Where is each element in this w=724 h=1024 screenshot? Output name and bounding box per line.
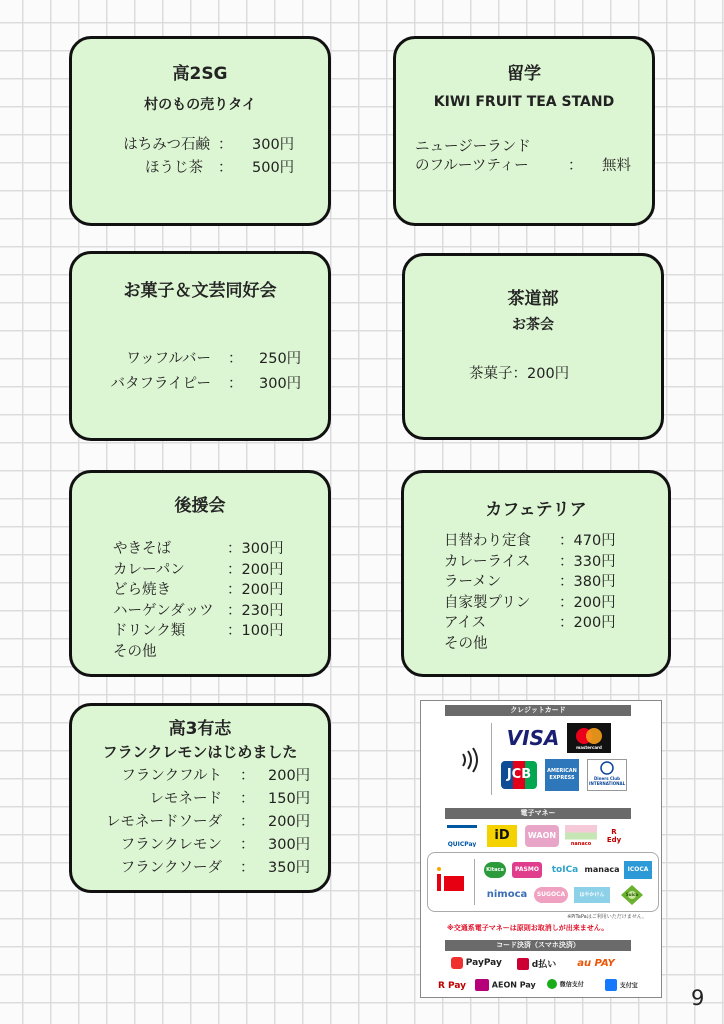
- item-price: 500円: [252, 160, 295, 176]
- card-k3: [69, 703, 331, 893]
- item-price: 無料: [602, 158, 631, 174]
- page-number: 9: [691, 986, 705, 1010]
- item-price: ：300円: [227, 541, 284, 557]
- sugoca-logo: SUGOCA: [534, 887, 568, 903]
- menu-row: [404, 613, 668, 634]
- wechatpay-logo: [547, 979, 601, 993]
- item-name: どら焼き: [113, 582, 171, 598]
- payment-methods: [420, 700, 662, 998]
- menu-row: [72, 158, 328, 179]
- item-name: フランクフルト: [121, 768, 222, 784]
- code-payment-heading: コード決済（スマホ決済）: [445, 940, 631, 951]
- card-sado: [402, 253, 664, 440]
- edy-logo: R Edy: [606, 828, 622, 844]
- card-title: 高3有志: [168, 719, 232, 739]
- suica-logo: [620, 884, 644, 906]
- paypay-label: PayPay: [465, 958, 502, 968]
- menu-row: [396, 156, 652, 177]
- item-name: レモネードソーダ: [106, 814, 222, 830]
- item-name: その他: [113, 643, 157, 660]
- item-sep: ：: [228, 376, 243, 392]
- menu-row: [72, 858, 328, 879]
- card-title: カフェテリア: [485, 500, 587, 520]
- menu-row: [72, 135, 328, 156]
- item-name: のフルーツティー: [415, 158, 529, 174]
- item-line: ニュージーランド: [415, 139, 531, 155]
- credit-card-heading: クレジットカード: [445, 705, 631, 716]
- diners-logo: [587, 759, 627, 791]
- ic-card-icon: [434, 865, 468, 899]
- nimoca-logo: nimoca: [486, 889, 528, 900]
- card-title: 留学: [507, 64, 541, 84]
- aeonpay-icon: [475, 979, 489, 991]
- id-logo: iD: [487, 825, 517, 847]
- menu-row: [72, 374, 328, 395]
- item-name: その他: [444, 635, 488, 652]
- paypay-icon: [451, 957, 463, 969]
- menu-row: [72, 766, 328, 787]
- item-sep: ：: [240, 768, 255, 784]
- toica-logo: toICa: [551, 865, 579, 875]
- item-name: ハーゲンダッツ: [113, 602, 214, 619]
- item-price: ：330円: [559, 553, 616, 570]
- item-price: 300円: [252, 137, 295, 153]
- item-price: 150円: [268, 791, 311, 807]
- alipay-logo: [605, 979, 653, 993]
- divider: [474, 859, 475, 905]
- menu-row: [72, 812, 328, 833]
- item-name: やきそば: [113, 541, 171, 557]
- item-name: ほうじ茶: [145, 160, 203, 176]
- aeonpay-label: AEON Pay: [491, 980, 536, 990]
- visa-logo: VISA: [506, 726, 560, 750]
- item-name: フランクソーダ: [120, 860, 222, 876]
- item-price: 200円: [268, 768, 311, 784]
- mastercard-logo: [567, 723, 611, 753]
- menu-row: [72, 539, 328, 560]
- item-sep: ：: [240, 814, 255, 830]
- dbarai-icon: [517, 958, 529, 970]
- alipay-label: 支付宝: [619, 982, 638, 990]
- item-price: ：200円: [559, 615, 616, 631]
- card-title: 高2SG: [172, 64, 228, 84]
- item-sep: ：: [240, 860, 255, 876]
- item-price: ：200円: [559, 594, 616, 611]
- menu-row: [404, 531, 668, 552]
- waon-logo: WAON: [525, 825, 559, 847]
- menu-row: [72, 642, 328, 663]
- item-price: ：200円: [227, 582, 284, 598]
- nanaco-logo: nanaco: [565, 825, 597, 847]
- item-price: 300円: [268, 837, 311, 853]
- mastercard-label: mastercard: [576, 745, 602, 750]
- item-price: 250円: [259, 351, 302, 367]
- rpay-logo: R Pay: [437, 981, 467, 991]
- item-sep: ：: [568, 158, 583, 174]
- menu-row: [404, 572, 668, 593]
- wechatpay-icon: [547, 979, 557, 989]
- item-name: バタフライピー: [110, 376, 211, 392]
- item-sep: ：: [218, 160, 233, 176]
- menu-row: [404, 634, 668, 655]
- card-ryugaku: [393, 36, 655, 226]
- item-price: ：200円: [227, 561, 284, 578]
- card-subtitle: フランクレモンはじめました: [102, 743, 298, 761]
- emoney-heading: 電子マネー: [445, 808, 631, 819]
- card-title: お菓子＆文芸同好会: [123, 281, 277, 301]
- item-name: 日替わり定食: [444, 533, 531, 549]
- card-koenkai: [69, 470, 331, 677]
- dbarai-logo: [517, 957, 563, 971]
- item-name: ラーメン: [444, 574, 502, 590]
- item-name: フランクレモン: [120, 837, 222, 853]
- pitapa-note: ※PiTaPaはご利用いただけません。: [567, 914, 647, 920]
- item-sep: ：: [240, 837, 255, 853]
- item-name: カレーパン: [113, 561, 185, 578]
- item-line: 茶菓子：200円: [469, 366, 570, 382]
- card-title: 茶道部: [507, 289, 559, 309]
- transit-note: ※交通系電子マネーは原則お取消しが出来ません。: [447, 924, 609, 932]
- item-price: ：470円: [559, 533, 616, 549]
- card-okashi: [69, 251, 331, 441]
- menu-row: [72, 349, 328, 370]
- jcb-logo: JCB: [501, 761, 537, 789]
- ic-group-box: [427, 852, 659, 912]
- wechatpay-label: 微信支付: [559, 981, 584, 989]
- menu-row: [72, 601, 328, 622]
- card-subtitle: KIWI FRUIT TEA STAND: [433, 94, 615, 110]
- menu-row: [72, 835, 328, 856]
- card-subtitle: 村のもの売りタイ: [144, 97, 256, 113]
- quicpay-logo: QUICPay: [447, 825, 477, 847]
- dbarai-label: d払い: [531, 960, 557, 970]
- amex-logo: AMERICAN EXPRESS: [545, 759, 579, 791]
- item-sep: ：: [218, 137, 233, 153]
- item-name: ドリンク類: [113, 623, 186, 639]
- menu-row: [404, 593, 668, 614]
- card-title: 後援会: [174, 496, 226, 516]
- item-name: ワッフルバー: [126, 351, 211, 367]
- aupay-logo: au PAY: [577, 958, 615, 969]
- item-price: ：100円: [227, 623, 284, 639]
- pasmo-logo: PASMO: [512, 862, 542, 878]
- item-price: ：380円: [559, 574, 616, 590]
- menu-row: [72, 621, 328, 642]
- diners-label: Diners Club INTERNATIONAL: [589, 776, 626, 786]
- paypay-logo: [451, 957, 507, 971]
- aeonpay-logo: [475, 979, 545, 993]
- item-price: ：230円: [227, 602, 284, 619]
- manaca-logo: manaca: [584, 865, 620, 874]
- item-price: 200円: [268, 814, 311, 830]
- item-sep: ：: [240, 791, 255, 807]
- item-name: レモネード: [149, 791, 222, 807]
- item-name: アイス: [444, 615, 487, 631]
- suica-label: Suica: [625, 892, 639, 897]
- alipay-icon: [605, 979, 617, 991]
- divider: [491, 723, 492, 795]
- item-name: カレーライス: [444, 553, 531, 570]
- menu-row: [404, 552, 668, 573]
- item-name: はちみつ石鹸: [123, 137, 210, 153]
- item-price: 300円: [259, 376, 302, 392]
- item-price: 350円: [268, 860, 311, 876]
- card-k2sg: [69, 36, 331, 226]
- card-subtitle: お茶会: [512, 317, 554, 333]
- menu-row: [72, 560, 328, 581]
- kitaca-logo: Kitaca: [484, 862, 506, 878]
- card-cafeteria: [401, 470, 671, 677]
- hayakaken-logo: はやかけん: [574, 887, 610, 903]
- icoca-logo: ICOCA: [624, 861, 652, 879]
- item-sep: ：: [228, 351, 243, 367]
- menu-row: [72, 789, 328, 810]
- item-name: 自家製プリン: [444, 594, 531, 611]
- menu-row: [72, 580, 328, 601]
- contactless-icon: [457, 745, 487, 775]
